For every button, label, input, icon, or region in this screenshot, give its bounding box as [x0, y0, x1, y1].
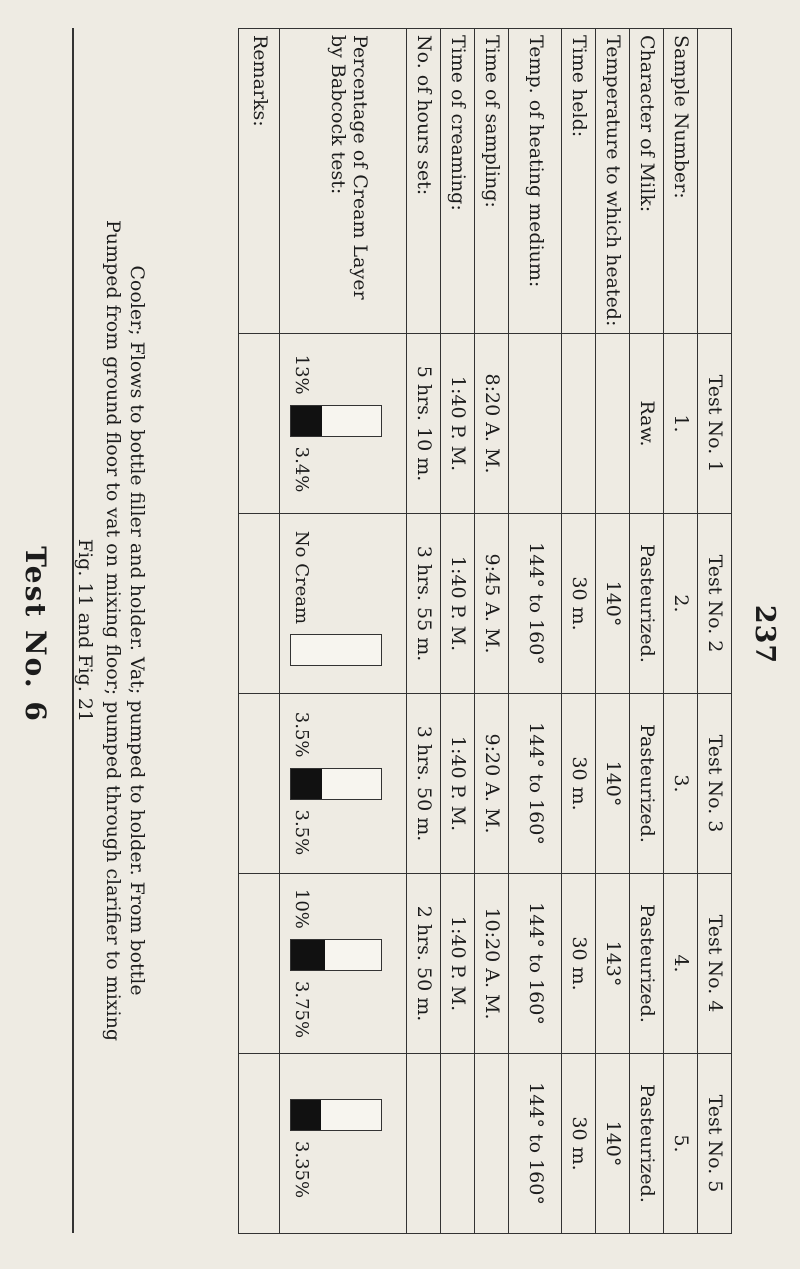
- table-cell: 2.: [664, 514, 698, 694]
- remarks-cell: [239, 694, 280, 874]
- cream-percentage: 13%: [290, 354, 312, 395]
- row-label: No. of hours set:: [407, 29, 441, 334]
- table-cell: 140°: [596, 514, 630, 694]
- table-cell: 140°: [596, 1054, 630, 1234]
- footer-title: Test No. 6: [19, 546, 52, 723]
- table-cell: [509, 334, 562, 514]
- cream-layer-bar: [290, 768, 382, 800]
- table-cell: Pasteurized.: [630, 694, 664, 874]
- table-cell: 3.: [664, 694, 698, 874]
- figure-reference: Fig. 11 and Fig. 21: [74, 538, 97, 723]
- table-cell: 1:40 P. M.: [441, 334, 475, 514]
- table-cell: 8:20 A. M.: [475, 334, 509, 514]
- cream-layer-fill: [291, 769, 323, 799]
- table-cell: [407, 1054, 441, 1234]
- table-cell: 30 m.: [562, 514, 596, 694]
- cream-bar-group: [290, 1060, 386, 1227]
- cream-percentage: 10%: [290, 888, 312, 929]
- babcock-value: 3.35%: [290, 1140, 312, 1199]
- table-cell: 144° to 160°: [509, 1054, 562, 1234]
- caption-line: Pumped from ground floor to vat on mixing floor; pumped through clarifier to mixing: [102, 220, 125, 1041]
- table-cell: 10:20 A. M.: [475, 874, 509, 1054]
- table-cell: 30 m.: [562, 874, 596, 1054]
- babcock-value: 3.75%: [290, 980, 312, 1039]
- table-cell: 144° to 160°: [509, 874, 562, 1054]
- remarks-cell: [239, 874, 280, 1054]
- table-row: [596, 29, 630, 1234]
- row-label: Time of creaming:: [441, 29, 475, 334]
- table-cell: 143°: [596, 874, 630, 1054]
- divider: [72, 28, 74, 1233]
- table-row: [664, 29, 698, 1234]
- cream-layer-bar: [290, 405, 382, 437]
- cream-layer-fill: [291, 406, 322, 436]
- table-cell: Pasteurized.: [630, 514, 664, 694]
- remarks-cell: [239, 334, 280, 514]
- cream-cell: [280, 694, 407, 874]
- table-cell: [562, 334, 596, 514]
- page-number: 237: [749, 604, 780, 665]
- table-row: [441, 29, 475, 1234]
- table-cell: 5.: [664, 1054, 698, 1234]
- row-label: Time held:: [562, 29, 596, 334]
- cream-layer-row: [280, 29, 407, 1234]
- row-label: Percentage of Cream Layer by Babcock test:: [280, 29, 407, 334]
- table-cell: 30 m.: [562, 694, 596, 874]
- header-row: [698, 29, 732, 1234]
- table-cell: 1:40 P. M.: [441, 874, 475, 1054]
- cream-layer-bar: [290, 634, 382, 666]
- row-label: Sample Number:: [664, 29, 698, 334]
- table-cell: 30 m.: [562, 1054, 596, 1234]
- cream-cell: [280, 514, 407, 694]
- cream-layer-bar: [290, 939, 382, 971]
- table-cell: 2 hrs. 50 m.: [407, 874, 441, 1054]
- cream-bar-group: [290, 340, 386, 507]
- cream-percentage: 3.5%: [290, 711, 312, 758]
- table-cell: 3 hrs. 50 m.: [407, 694, 441, 874]
- table-cell: 3 hrs. 55 m.: [407, 514, 441, 694]
- row-label: Temp. of heating medium:: [509, 29, 562, 334]
- column-header: Test No. 1: [698, 334, 732, 514]
- babcock-value: 3.5%: [290, 809, 312, 856]
- babcock-value: 3.4%: [290, 446, 312, 493]
- cream-bar-group: [290, 880, 386, 1047]
- table-cell: [596, 334, 630, 514]
- caption-line: Cooler; Flows to bottle filler and holder. Vat; pumped to holder. From bottle: [126, 265, 148, 996]
- table-row: [509, 29, 562, 1234]
- table-cell: 4.: [664, 874, 698, 1054]
- cream-layer-bar: [290, 1099, 382, 1131]
- row-label: Character of Milk:: [630, 29, 664, 334]
- test-results-table: [238, 28, 732, 1234]
- table-cell: 140°: [596, 694, 630, 874]
- cream-cell: [280, 1054, 407, 1234]
- table-cell: [441, 1054, 475, 1234]
- cream-percentage: No Cream: [290, 530, 312, 625]
- table-cell: 5 hrs. 10 m.: [407, 334, 441, 514]
- header-corner: [698, 29, 732, 334]
- table-cell: 144° to 160°: [509, 514, 562, 694]
- table-row: [407, 29, 441, 1234]
- remarks-cell: [239, 1054, 280, 1234]
- table-cell: 9:45 A. M.: [475, 514, 509, 694]
- table-cell: Pasteurized.: [630, 874, 664, 1054]
- cream-bar-group: [290, 700, 386, 867]
- table-cell: 1:40 P. M.: [441, 694, 475, 874]
- column-header: Test No. 5: [698, 1054, 732, 1234]
- table-cell: Raw.: [630, 334, 664, 514]
- table-row: [562, 29, 596, 1234]
- row-label: Remarks:: [239, 29, 280, 334]
- column-header: Test No. 4: [698, 874, 732, 1054]
- column-header: Test No. 3: [698, 694, 732, 874]
- table-cell: 1.: [664, 334, 698, 514]
- cream-layer-fill: [291, 940, 325, 970]
- table-row: [475, 29, 509, 1234]
- caption: [73, 28, 148, 1233]
- row-label: Time of sampling:: [475, 29, 509, 334]
- table-cell: 144° to 160°: [509, 694, 562, 874]
- remarks-cell: [239, 514, 280, 694]
- cream-bar-group: [290, 520, 386, 687]
- cream-cell: [280, 874, 407, 1054]
- row-label: Temperature to which heated:: [596, 29, 630, 334]
- remarks-row: [239, 29, 280, 1234]
- table-cell: 1:40 P. M.: [441, 514, 475, 694]
- table-cell: Pasteurized.: [630, 1054, 664, 1234]
- table-cell: 9:20 A. M.: [475, 694, 509, 874]
- cream-layer-fill: [291, 1100, 321, 1130]
- table-row: [630, 29, 664, 1234]
- column-header: Test No. 2: [698, 514, 732, 694]
- cream-cell: [280, 334, 407, 514]
- table-cell: [475, 1054, 509, 1234]
